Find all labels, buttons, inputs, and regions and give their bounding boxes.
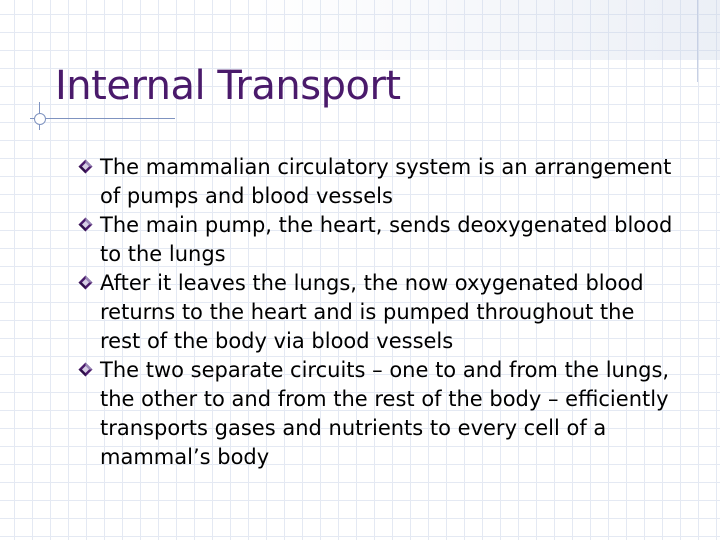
diamond-bullet-icon (78, 217, 93, 232)
bullet-text: The mammalian circulatory system is an arrangement of pumps and blood vessels (100, 155, 672, 208)
title-corner-circle-icon (34, 113, 46, 125)
diamond-bullet-icon (78, 159, 93, 174)
decorative-edge-line (697, 0, 698, 82)
diamond-bullet-icon (78, 362, 93, 377)
bullet-item (78, 356, 678, 472)
bullet-list (78, 153, 678, 472)
diamond-bullet-icon (78, 275, 93, 290)
bullet-item (78, 211, 678, 269)
header-fade-band (0, 0, 720, 60)
bullet-text: The two separate circuits – one to and from the lungs, the other to and from the rest of the body – efficiently transports gases and nutrients to every cell of a mammal’s body (100, 358, 670, 469)
title-underline (30, 118, 175, 119)
bullet-item (78, 153, 678, 211)
bullet-text: The main pump, the heart, sends deoxygenated blood to the lungs (100, 213, 673, 266)
bullet-item (78, 269, 678, 356)
bullet-text: After it leaves the lungs, the now oxygenated blood returns to the heart and is pumped throughout the rest of the body via blood vessels (100, 271, 644, 353)
slide-title: Internal Transport (55, 63, 401, 109)
